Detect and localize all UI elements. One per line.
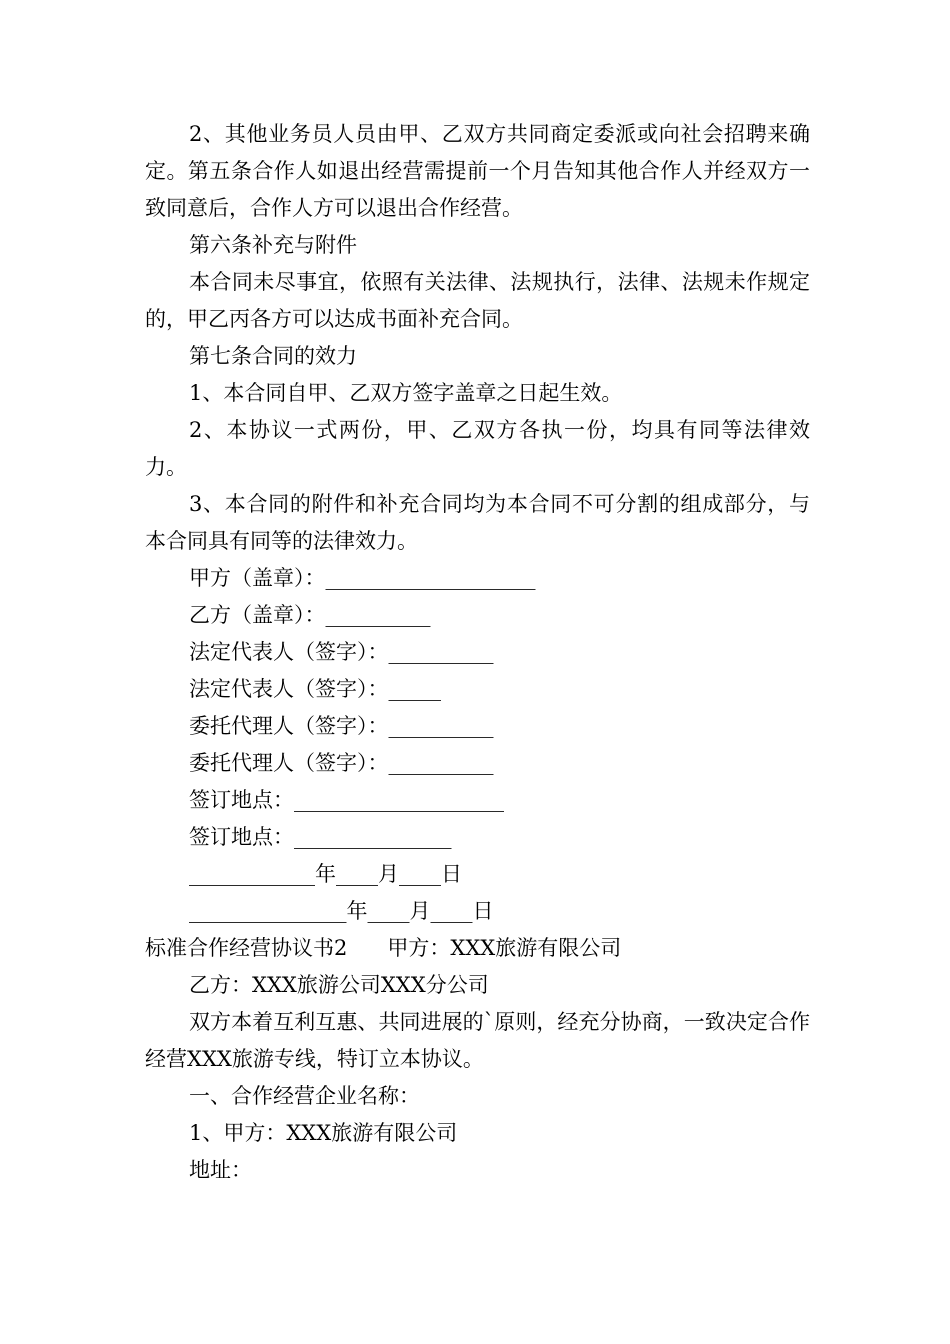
paragraph: 3、本合同的附件和补充合同均为本合同不可分割的组成部分，与本合同具有同等的法律效力。 [145,492,810,553]
paragraph: 1、本合同自甲、乙双方签字盖章之日起生效。 [189,381,623,405]
signature-line: 签订地点：____________________ [189,788,504,812]
paragraph: 双方本着互利互惠、共同进展的`原则，经充分协商，一致决定合作经营XXX旅游专线，特订立本协议。 [145,1010,810,1071]
date-line: ____________年____月____日 [189,862,462,886]
signature-line: 委托代理人（签字）：__________ [189,714,494,738]
date-line: _______________年____月____日 [189,899,494,923]
paragraph: 2、其他业务员人员由甲、乙双方共同商定委派或向社会招聘来确定。第五条合作人如退出经营需提前一个月告知其他合作人并经双方一致同意后，合作人方可以退出合作经营。 [145,122,810,220]
paragraph: 2、本协议一式两份，甲、乙双方各执一份，均具有同等法律效力。 [145,418,810,479]
document-title: 标准合作经营协议书2 [145,936,348,960]
section-heading: 一、合作经营企业名称： [189,1084,420,1108]
document-page [145,116,810,1189]
party-a: 甲方：XXX旅游有限公司 [387,936,622,960]
signature-line: 乙方（盖章）：__________ [189,603,431,627]
section-heading: 第六条补充与附件 [189,233,357,257]
paragraph: 1、甲方：XXX旅游有限公司 [189,1121,458,1145]
party-b: 乙方：XXX旅游公司XXX分公司 [189,973,489,997]
signature-line: 委托代理人（签字）：__________ [189,751,494,775]
signature-line: 法定代表人（签字）：_____ [189,677,441,701]
paragraph: 地址： [189,1158,252,1182]
paragraph: 本合同未尽事宜，依照有关法律、法规执行，法律、法规未作规定的，甲乙丙各方可以达成书面补充合同。 [145,270,810,331]
title-line [145,930,810,967]
signature-line: 法定代表人（签字）：__________ [189,640,494,664]
signature-line: 签订地点：_______________ [189,825,452,849]
signature-line: 甲方（盖章）：____________________ [189,566,536,590]
section-heading: 第七条合同的效力 [189,344,357,368]
